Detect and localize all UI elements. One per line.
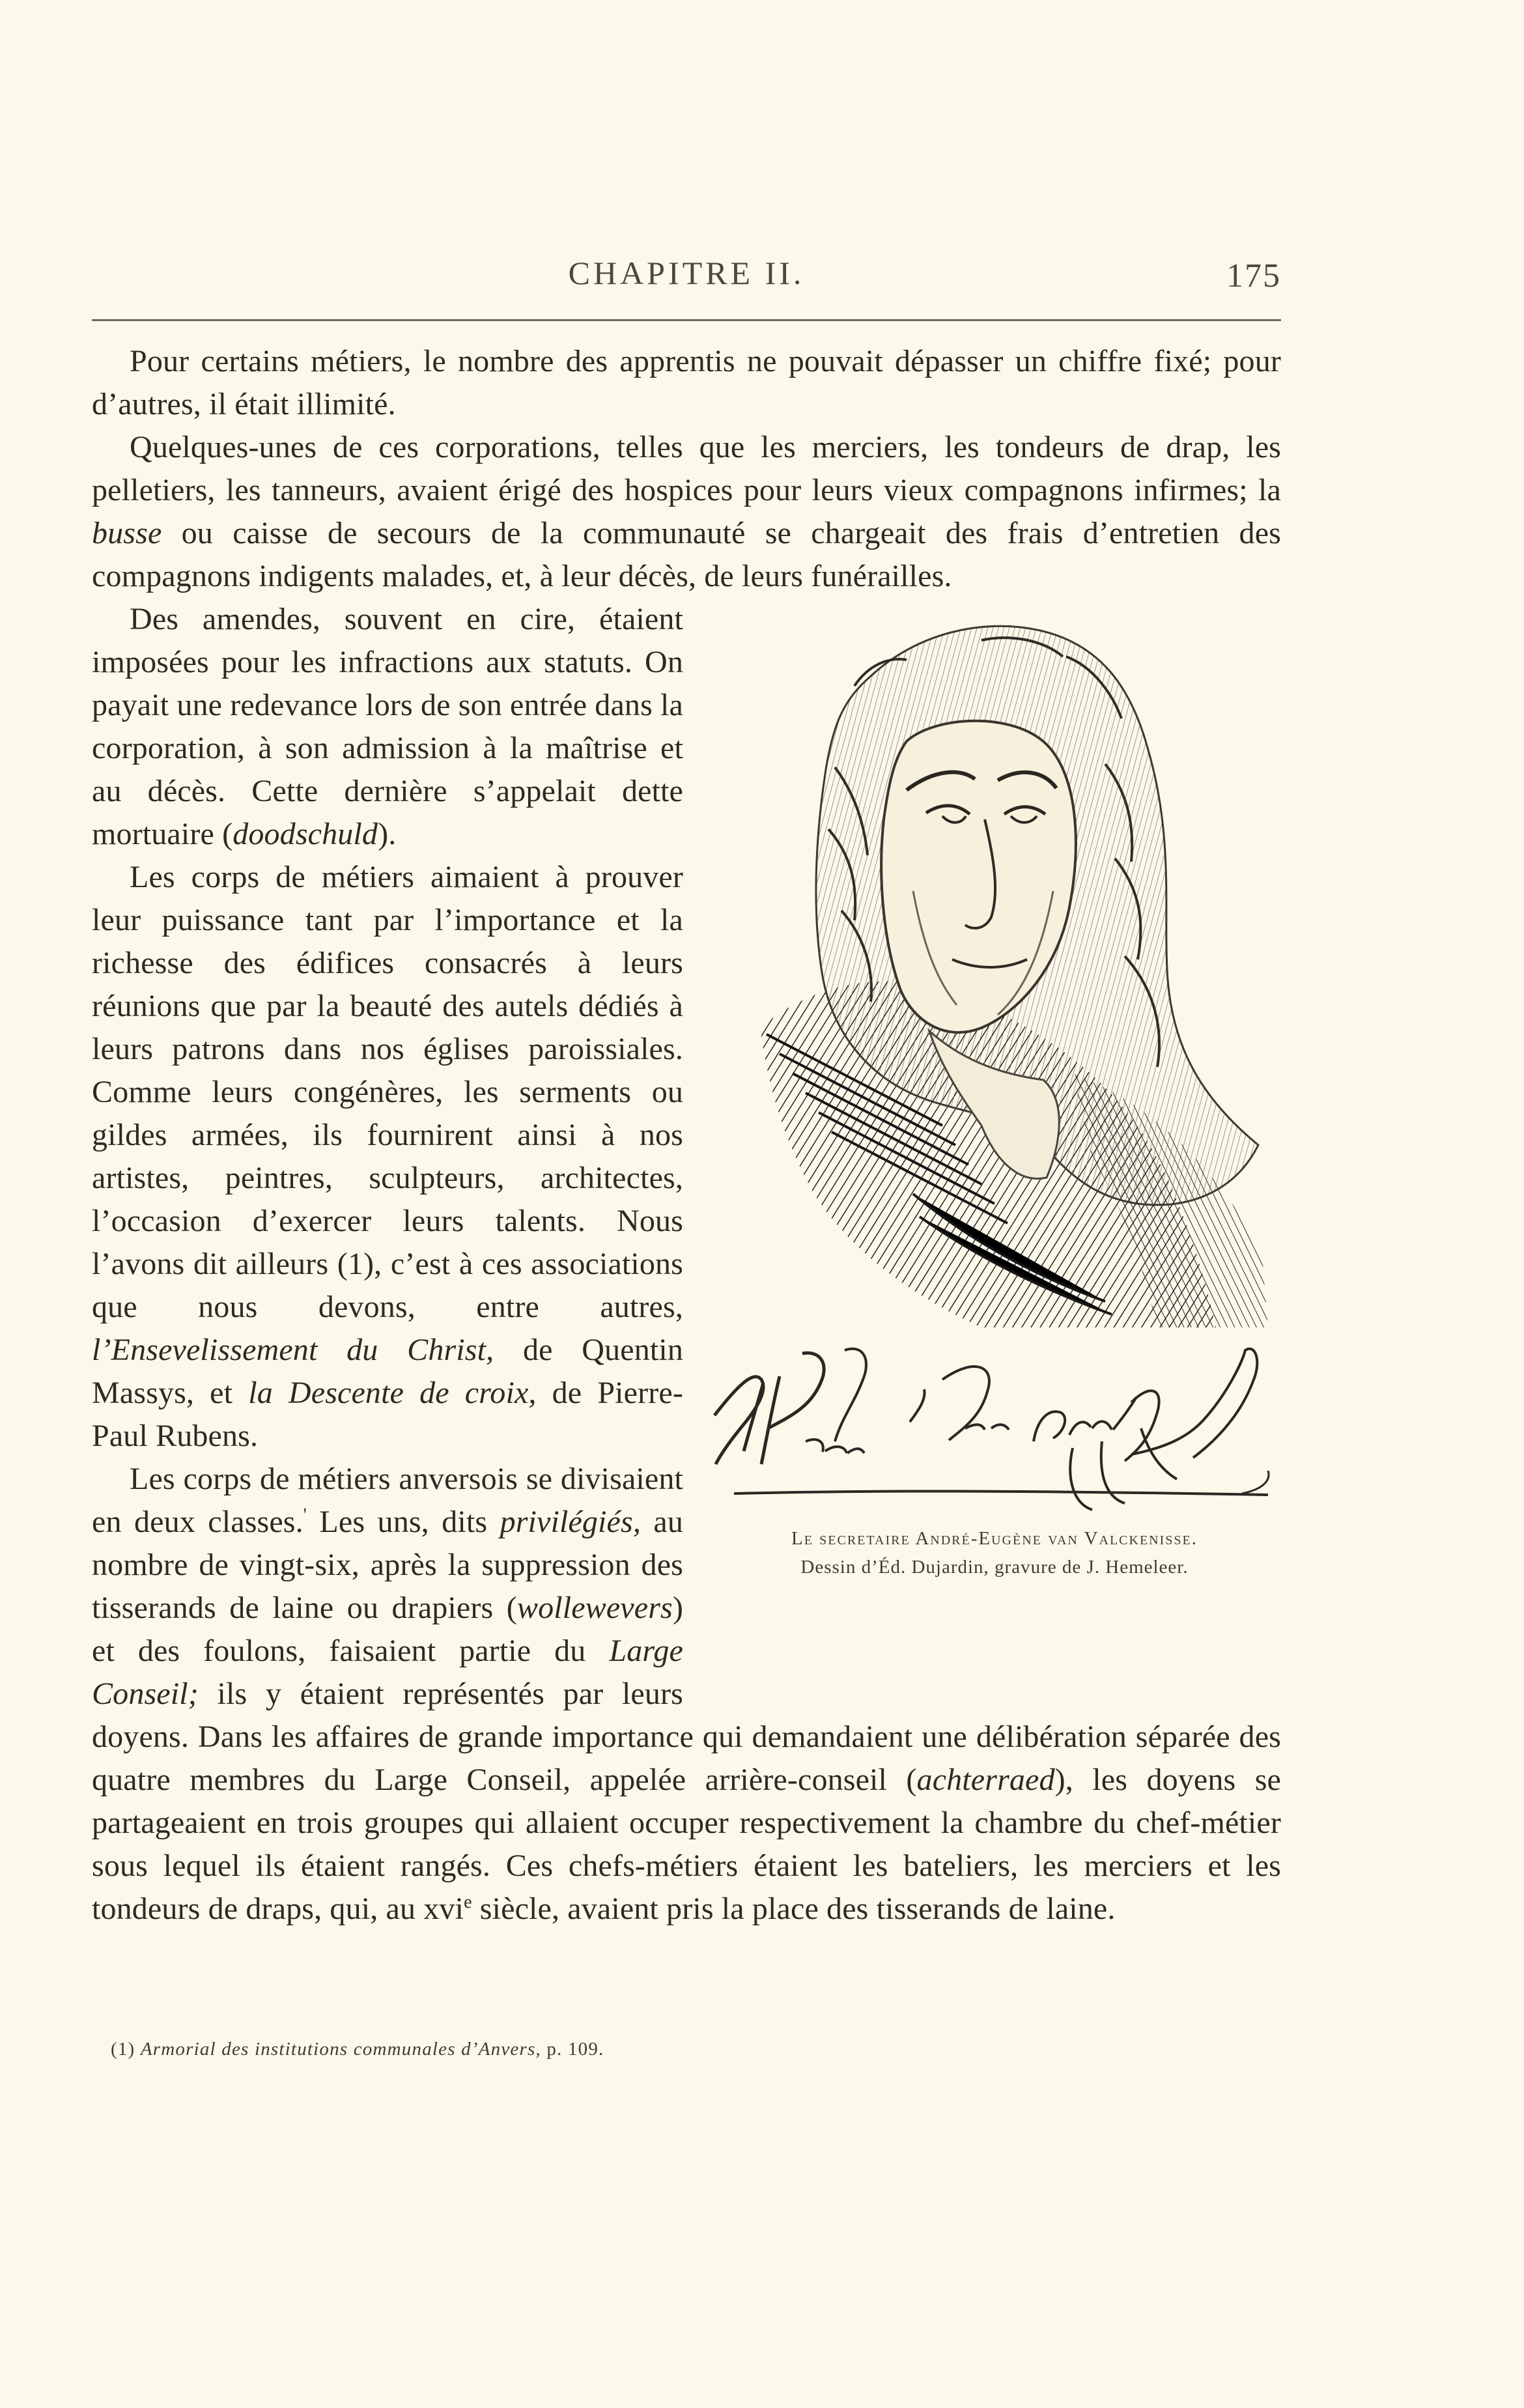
figure-caption: [708, 1524, 1281, 1581]
paragraph-3-text-a: Des amendes, souvent en cire, étaient imposées pour les infractions aux statuts. On payait une redevance lors de son entrée dans la corporation, à son admission à la maîtrise et au décès. Cette dernière s’appelait dette mortuaire (: [92, 602, 683, 851]
paragraph-1: [92, 340, 1281, 426]
portrait-figure: [708, 604, 1281, 1699]
footnote-page: p. 109.: [546, 2039, 604, 2060]
paragraph-3-text-c: ).: [378, 817, 397, 851]
paragraph-1-text: Pour certains métiers, le nombre des apprentis ne pouvait dépasser un chiffre fixé; pour d’autres, il était illimité.: [92, 344, 1281, 421]
paragraph-4-text-e: de Pierre-Paul Rubens.: [92, 1376, 683, 1453]
century-numeral: xvi: [423, 1891, 464, 1926]
paragraph-5-text-d: au nombre de vingt-six, après la suppression des tisserands de laine ou drapiers (: [92, 1505, 683, 1625]
page-number: 175: [1226, 257, 1281, 294]
paragraph-2-text-a: Quelques-unes de ces corporations, telles que les merciers, les tondeurs de drap, les pelletiers, les tanneurs, avaient érigé des hospices pour leurs vieux compagnons infirmes; la: [92, 430, 1281, 507]
paragraph-5-text-h: ils y étaient représentés par leurs doyens. Dans les affaires de grande importance qui demandaient une délibération séparée des quatre membres du Large Conseil, appelée arrière-conseil (: [92, 1677, 1281, 1797]
page-header: [92, 248, 1281, 321]
artwork-descente: la Descente de croix,: [248, 1376, 537, 1410]
term-large-conseil: Large Conseil;: [92, 1634, 683, 1711]
paragraph-5-text-f: ) et des foulons, faisaient partie du: [92, 1591, 683, 1668]
body-text: [92, 340, 1281, 1931]
chapter-title: CHAPITRE II.: [568, 255, 805, 291]
paragraph-4-text-a: Les corps de métiers aimaient à prouver leur puissance tant par l’importance et la richesse des édifices consacrés à leurs réunions que par la beauté des autels dédiés à leurs patrons dans nos églises paroissiales. Comme leurs congénères, les serments ou gildes armées, ils fournirent ainsi à nos artistes, peintres, sculpteurs, architectes, l’occasion d’exercer leurs talents. Nous l’avons dit ailleurs (1), c’est à ces associations que nous devons, entre autres,: [92, 860, 683, 1324]
paragraph-4-text-c: de Quentin Massys, et: [92, 1333, 683, 1410]
term-privilegies: privilégiés,: [500, 1505, 641, 1539]
footnote-number: (1): [111, 2039, 135, 2060]
term-doodschuld: doodschuld: [233, 817, 378, 851]
paragraph-5-text-a: Les corps de métiers anversois se divisaient en deux classes.: [92, 1462, 683, 1539]
caption-credit: Dessin d’Éd. Dujardin, gravure de J. Hemeleer.: [800, 1557, 1189, 1578]
century-superscript: e: [464, 1892, 472, 1912]
paragraph-5-text-m: siècle, avaient pris la place des tisserands de laine.: [472, 1891, 1116, 1926]
caption-title: Le secretaire André-Eugène van Valckenisse.: [791, 1528, 1198, 1549]
term-achterraed: achterraed: [916, 1763, 1055, 1797]
artwork-ensevelissement: l’Ensevelissement du Christ,: [92, 1333, 494, 1367]
term-busse: busse: [92, 516, 162, 550]
signature: [708, 1344, 1281, 1513]
footnote-title: Armorial des institutions communales d’Anvers,: [140, 2039, 541, 2060]
term-wollewevers: wollewevers: [516, 1591, 673, 1625]
paragraph-5-text-j: ), les doyens se partageaient en trois groupes qui allaient occuper respectivement la chambre du chef-métier sous lequel ils étaient rangés. Ces chefs-métiers étaient les bateliers, les merciers et les tondeurs de draps, qui, au: [92, 1763, 1281, 1926]
footnote-marker: ': [303, 1505, 307, 1525]
paragraph-5-text-b: Les uns, dits: [307, 1505, 500, 1539]
paragraph-2: [92, 426, 1281, 598]
portrait-engraving: [708, 604, 1281, 1347]
paragraph-2-text-c: ou caisse de secours de la communauté se chargeait des frais d’entretien des compagnons indigents malades, et, à leur décès, de leurs funérailles.: [92, 516, 1281, 593]
footnote: [111, 2036, 604, 2062]
